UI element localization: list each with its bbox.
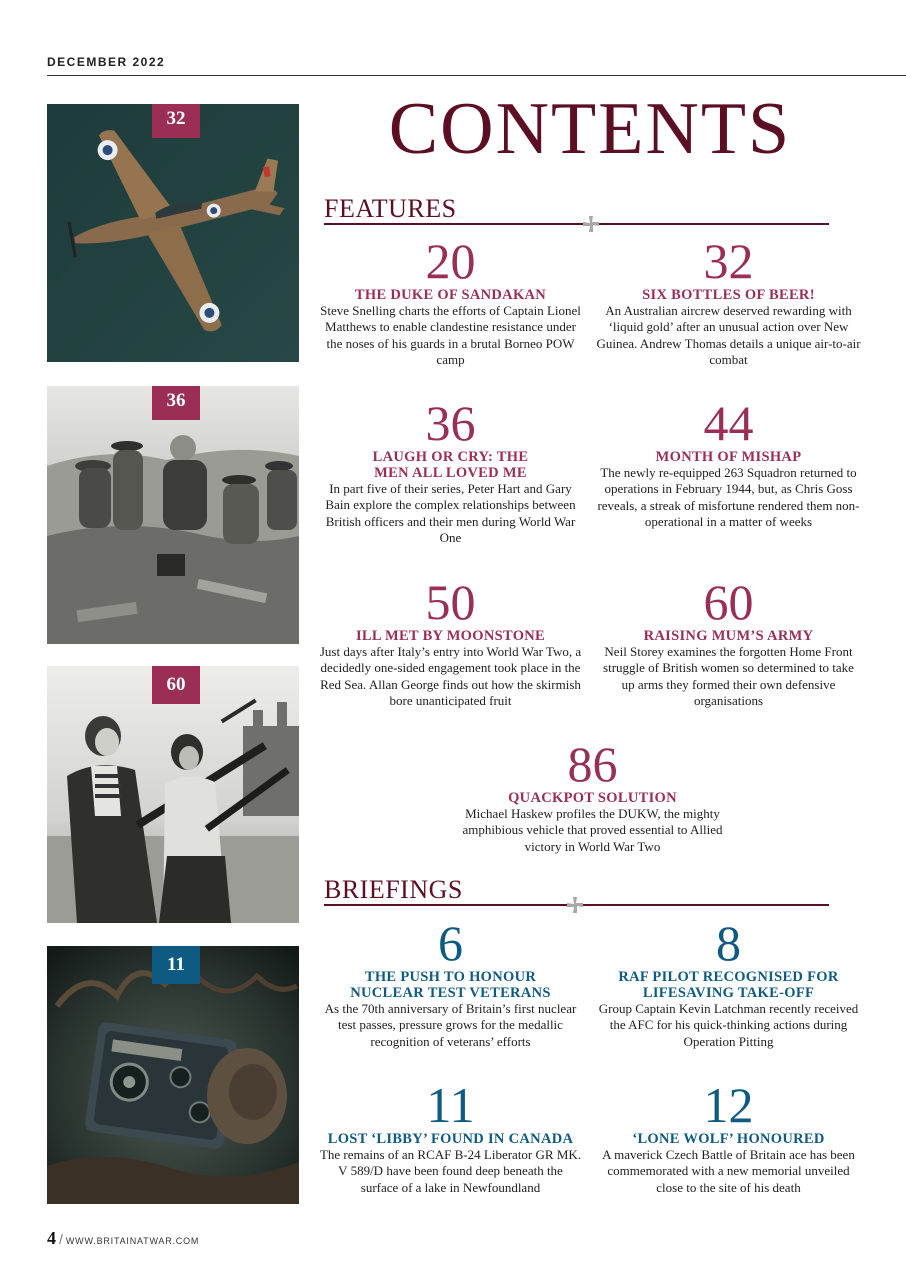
section-rule-features [324,223,829,225]
article-title: THE PUSH TO HONOUR NUCLEAR TEST VETERANS [350,969,551,1001]
article-title: LAUGH OR CRY: THE MEN ALL LOVED ME [372,449,529,481]
cross-icon [583,216,599,232]
article-title: RAF PILOT RECOGNISED FOR LIFESAVING TAKE-OFF [618,969,839,1001]
footer-page-number: 4 [47,1228,56,1248]
photo-underwater-wreck [47,946,299,1204]
article-title: ILL MET BY MOONSTONE [355,628,546,644]
article-description: Just days after Italy’s entry into World War Two, a decidedly one-sided engagement took place in the Red Sea. Allan George finds out how the skirmish bore unanticipated fruit [319,644,582,708]
issue-date: DECEMBER 2022 [47,55,166,69]
article-description: A maverick Czech Battle of Britain ace has been commemorated with a new memorial unveiled close to the site of his death [602,1147,855,1195]
section-label-briefings: BRIEFINGS [324,875,463,904]
page-badge: 32 [152,104,200,138]
photo-aircraft [47,104,299,362]
page-number: 86 [567,736,618,792]
photo-soldiers [47,386,299,644]
feature-entry-20[interactable] [318,233,583,368]
article-description: The remains of an RCAF B-24 Liberator GR MK. V 589/D have been found deep beneath the surface of a lake in Newfoundland [319,1147,582,1195]
page-number: 12 [703,1077,754,1133]
article-description: Group Captain Kevin Latchman recently received the AFC for his quick-thinking actions during Operation Pitting [598,1001,859,1049]
page-number: 50 [425,574,476,630]
article-description: In part five of their series, Peter Hart and Gary Bain explore the complex relationships between British officers and their men during World War One [325,481,576,545]
article-title: SIX BOTTLES OF BEER! [642,287,815,303]
page-number: 36 [425,395,476,451]
article-title: RAISING MUM’S ARMY [643,628,814,644]
briefing-entry-8[interactable] [596,915,861,1050]
cross-icon [567,897,583,913]
page-number: 20 [425,233,476,289]
article-description: The newly re-equipped 263 Squadron returned to operations in February 1944, but, as Chris Goss reveals, a streak of misfortune rendered them non-operational in a matter of weeks [597,465,860,529]
feature-entry-32[interactable] [596,233,861,368]
article-title: MONTH OF MISHAP [655,449,802,465]
briefing-entry-12[interactable] [596,1077,861,1196]
section-label-features: FEATURES [324,194,457,223]
briefing-entry-6[interactable] [318,915,583,1050]
page-badge: 11 [152,946,200,984]
page-badge: 60 [152,666,200,704]
page-number: 11 [426,1077,475,1133]
article-title: ‘LONE WOLF’ HONOURED [632,1131,825,1147]
briefing-entry-11[interactable] [318,1077,583,1196]
article-description: An Australian aircrew deserved rewarding with ‘liquid gold’ after an unusual action over New Guinea. Andrew Thomas details a unique air-to-air combat [596,303,861,367]
page-number: 60 [703,574,754,630]
page-badge: 36 [152,386,200,420]
article-description: Neil Storey examines the forgotten Home Front struggle of British women so determined to take up arms they formed their own defensive organisations [603,644,854,708]
feature-entry-86[interactable] [460,736,725,855]
article-title: QUACKPOT SOLUTION [508,790,677,806]
masthead-rule [47,75,906,76]
footer-separator: / [59,1231,63,1247]
page-number: 32 [703,233,754,289]
feature-entry-44[interactable] [596,395,861,530]
page-number: 6 [438,915,463,971]
page-number: 44 [703,395,754,451]
article-title: THE DUKE OF SANDAKAN [354,287,547,303]
article-description: Steve Snelling charts the efforts of Captain Lionel Matthews to enable clandestine resistance under the noses of his guards in a brutal Borneo POW camp [320,303,581,367]
article-description: Michael Haskew profiles the DUKW, the mighty amphibious vehicle that proved essential to Allied victory in World War Two [462,806,723,854]
page-number: 8 [716,915,741,971]
feature-entry-50[interactable] [318,574,583,709]
article-title: LOST ‘LIBBY’ FOUND IN CANADA [327,1131,574,1147]
page-footer [47,1228,199,1249]
feature-entry-60[interactable] [596,574,861,709]
page-title: CONTENTS [388,88,792,170]
feature-entry-36[interactable] [318,395,583,546]
photo-women-rifles [47,666,299,923]
article-description: As the 70th anniversary of Britain’s first nuclear test passes, pressure grows for the medallic recognition of veterans’ efforts [324,1001,577,1049]
website-link[interactable]: WWW.BRITAINATWAR.COM [65,1236,200,1246]
